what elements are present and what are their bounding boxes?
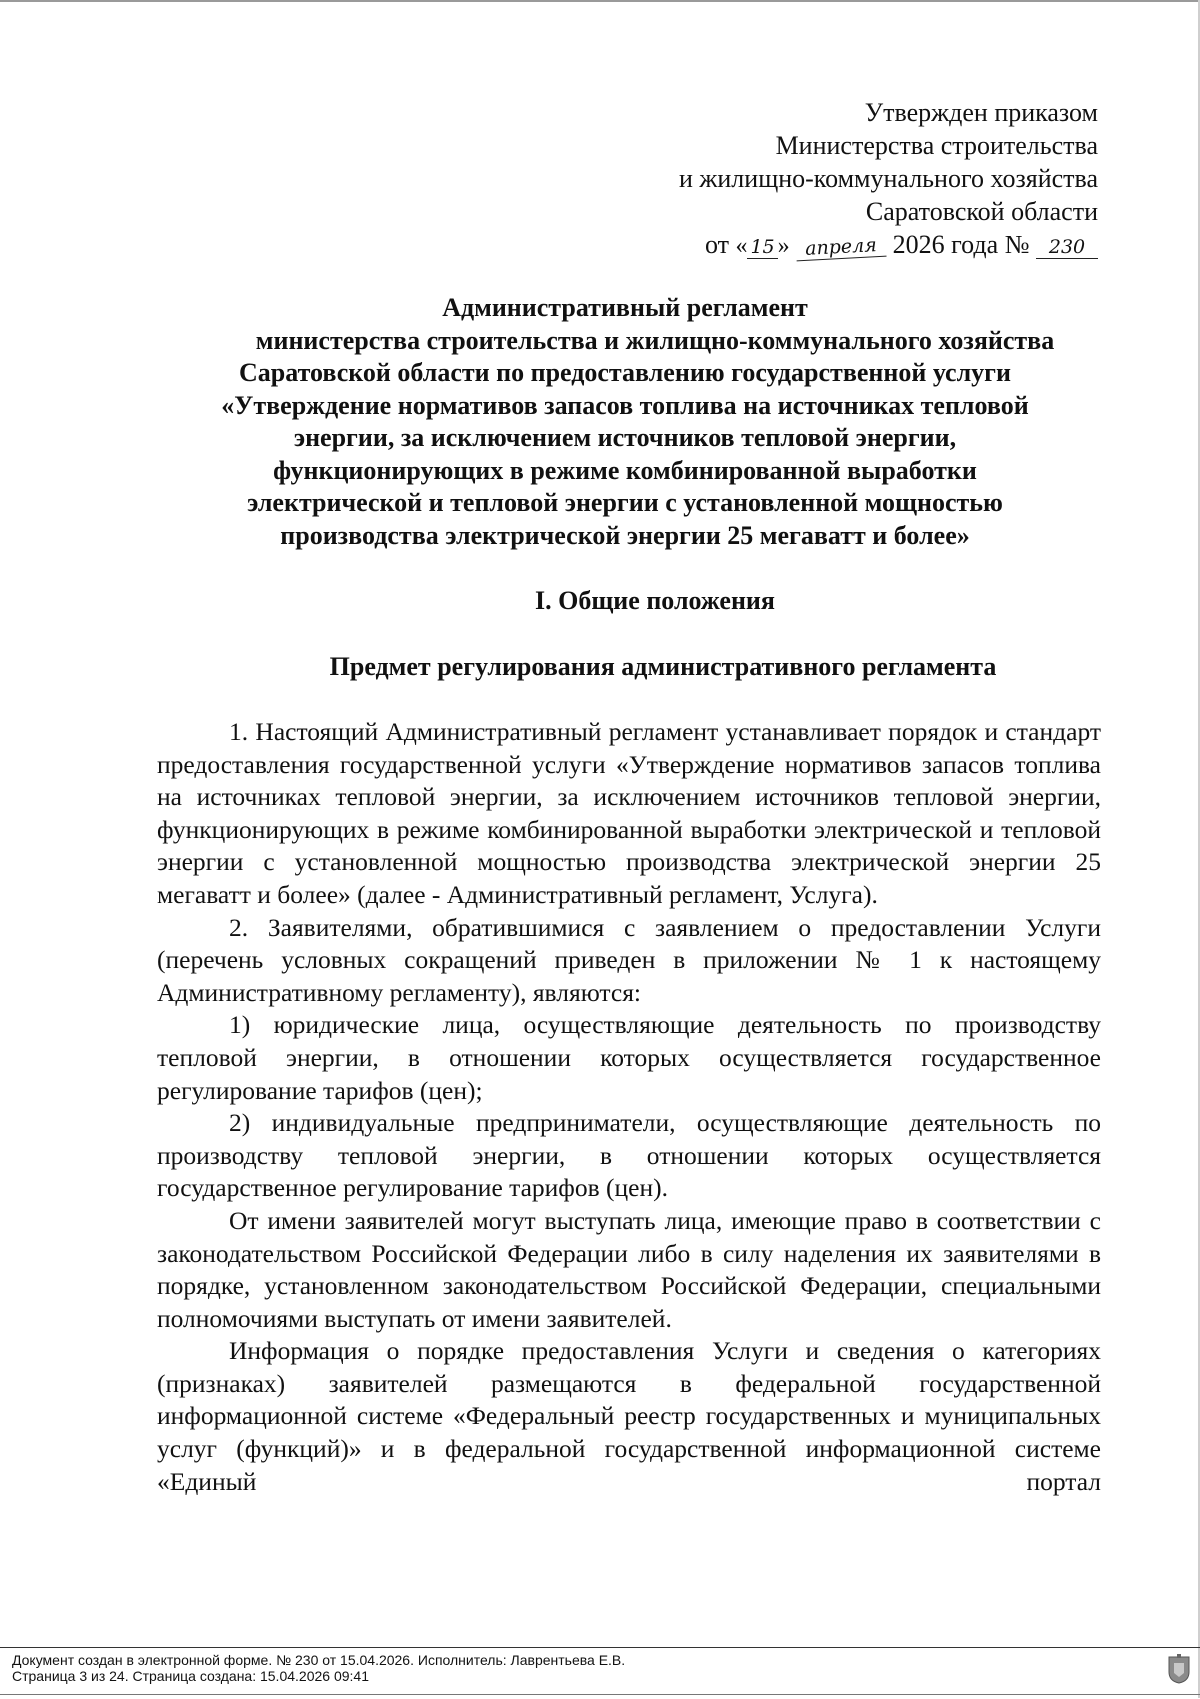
title-line: функционирующих в режиме комбинированной выработки	[273, 455, 977, 485]
paragraph: 2) индивидуальные предприниматели, осуществляющие деятельность по производству тепловой энергии, в отношении которых осуществляется государственное регулирование тарифов (цен).	[157, 1108, 1101, 1203]
footer-line: Страница 3 из 24. Страница создана: 15.04.2026 09:41	[12, 1668, 369, 1684]
title-line: Административный регламент	[442, 293, 808, 322]
title-line: «Утверждение нормативов запасов топлива на источниках тепловой	[221, 390, 1029, 420]
handwritten-month: апреля	[796, 234, 887, 262]
document-title	[150, 292, 1100, 552]
quote-open: «	[735, 233, 748, 259]
paragraph: 1) юридические лица, осуществляющие деятельность по производству тепловой энергии, в отношении которых осуществляется государственное регулирование тарифов (цен);	[157, 1010, 1101, 1105]
document-body	[157, 716, 1101, 1498]
footer-bottom-rule	[0, 1694, 1200, 1695]
paragraph: 1. Настоящий Административный регламент устанавливает порядок и стандарт предоставления государственной услуги «Утверждение нормативов запасов топлива на источниках тепловой энергии, за исключением источников тепловой энергии, функционирующих в режиме комбинированной выработки электрической и тепловой энергии с установленной мощностью производства электрической энергии 25 мегаватт и более» (далее - Административный регламент, Услуга).	[157, 717, 1101, 909]
year-text: 2026 года №	[892, 230, 1030, 259]
approval-line: Утвержден приказом	[864, 98, 1098, 127]
title-line: электрической и тепловой энергии с установленной мощностью	[247, 488, 1003, 517]
approval-line: Министерства строительства	[775, 131, 1098, 160]
handwritten-order-number: 230	[1036, 236, 1098, 259]
quote-close: »	[777, 233, 790, 259]
scan-top-edge	[0, 0, 1200, 2]
coat-of-arms-icon	[1168, 1654, 1190, 1684]
title-line: министерства строительства и жилищно-коммунального хозяйства	[255, 325, 1055, 355]
approval-line: и жилищно-коммунального хозяйства	[679, 164, 1098, 193]
approval-line: Саратовской области	[865, 197, 1098, 226]
paragraph: От имени заявителей могут выступать лица, имеющие право в соответствии с законодательством Российской Федерации либо в силу наделения их заявителями в порядке, установленном законодательством Российской Федерации, специальными полномочиями выступать от имени заявителей.	[157, 1205, 1101, 1333]
title-line: Саратовской области по предоставлению государственной услуги	[239, 358, 1011, 387]
paragraph: Информация о порядке предоставления Услуги и сведения о категориях (признаках) заявителей размещаются в федеральной государственной информационной системе «Федеральный реестр государственных и муниципальных услуг (функций)» и в федеральной государственной информационной системе «Единый портал	[157, 1336, 1101, 1496]
footer-text	[12, 1652, 625, 1684]
handwritten-day: 15	[747, 236, 777, 259]
footer-line: Документ создан в электронной форме. № 230 от 15.04.2026. Исполнитель: Лаврентьева Е.В.	[12, 1652, 626, 1668]
title-line: производства электрической энергии 25 мегаватт и более»	[280, 520, 970, 550]
electronic-document-footer	[0, 1647, 1200, 1699]
paragraph: 2. Заявителями, обратившимися с заявлением о предоставлении Услуги (перечень условных сокращений приведен в приложении № 1 к настоящему Административному регламенту), являются:	[157, 912, 1101, 1007]
approval-date-line	[458, 228, 1098, 263]
section-heading: I. Общие положения	[535, 586, 775, 615]
title-line: энергии, за исключением источников тепловой энергии,	[293, 423, 957, 452]
approval-stamp-block	[458, 96, 1098, 263]
section-subheading: Предмет регулирования административного регламента	[329, 652, 997, 681]
from-prefix: от	[704, 230, 729, 259]
